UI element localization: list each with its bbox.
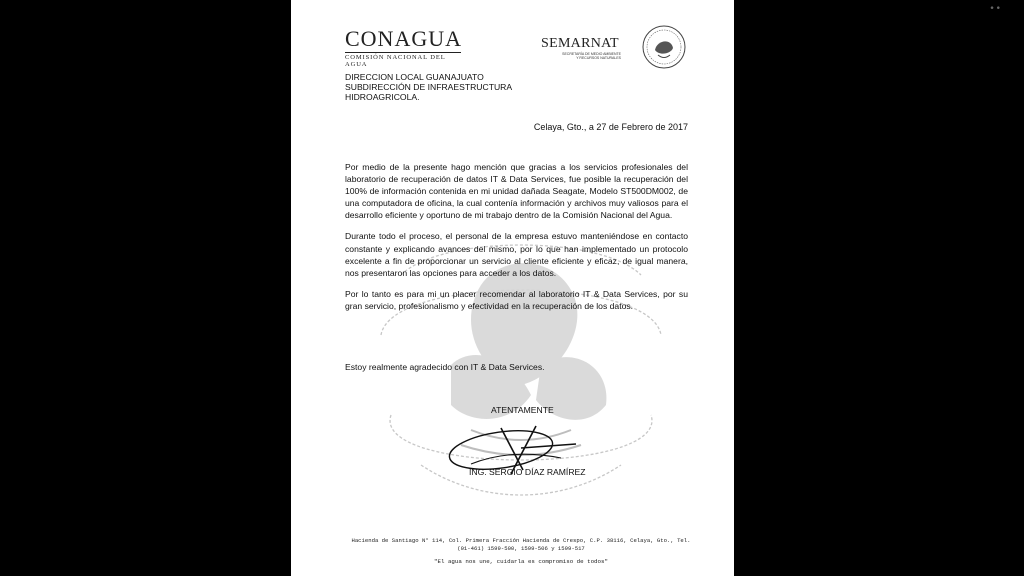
semarnat-logo [541, 36, 621, 60]
corner-dots-icon: •• [989, 4, 1002, 14]
footer-address-line-1: Hacienda de Santiago N° 114, Col. Primera Fracción Hacienda de Crespo, C.P. 38116, Celaya, Gto., Tel. [351, 537, 691, 544]
body-paragraph-3: Por lo tanto es para mi un placer recomendar al laboratorio IT & Data Services, por su gran servicio, profesionalismo y efectividad en la recuperación de los datos. [345, 288, 688, 311]
letter-page [291, 0, 734, 576]
department-header [345, 72, 512, 102]
conagua-logo [345, 28, 462, 68]
body-paragraph-1: Por medio de la presente hago mención que gracias a los servicios profesionales del laboratorio de recuperación de datos IT & Data Services, fue posible la recuperación del 100% de información contenida en mi unidad dañada Seagate, Modelo ST500DM002, de una computadora de oficina, la cual contenía información y archivos muy valiosos para el desarrollo eficiente y oportuno de mi trabajo dentro de la Comisión Nacional del Agua. [345, 162, 688, 221]
department-line-1: DIRECCION LOCAL GUANAJUATO [345, 72, 484, 82]
footer-address [321, 537, 721, 553]
body-paragraph-2: Durante todo el proceso, el personal de la empresa estuvo manteniéndose en contacto constante y explicando avances del mismo, por lo que han implementado un protocolo excelente a fin de proporcionar un servicio al cliente eficiente y eficaz, de igual manera, nos presentaron las opciones para acceder a los datos. [345, 231, 688, 278]
department-line-3: HIDROAGRICOLA. [345, 92, 420, 102]
letter-date: Celaya, Gto., a 27 de Febrero de 2017 [533, 122, 688, 132]
footer-motto: "El agua nos une, cuidarla es compromiso de todos" [434, 558, 608, 565]
footer-address-line-2: (01-461) 1599-500, 1599-506 y 1599-517 [457, 545, 585, 552]
sign-off-atentamente: ATENTAMENTE [491, 405, 554, 415]
conagua-logo-name: CONAGUA [345, 26, 462, 51]
semarnat-logo-name: SEMARNAT [541, 36, 619, 51]
semarnat-logo-subtitle-1: SECRETARÍA DE MEDIO AMBIENTE [562, 52, 621, 56]
letter-body [345, 161, 688, 321]
semarnat-logo-subtitle-2: Y RECURSOS NATURALES [576, 56, 621, 60]
handwritten-signature [441, 418, 591, 488]
closing-line: Estoy realmente agradecido con IT & Data Services. [345, 362, 545, 372]
signer-name: ING. SERGIO DÍAZ RAMÍREZ [469, 467, 586, 477]
conagua-logo-subtitle: COMISIÓN NACIONAL DEL AGUA [345, 52, 461, 68]
department-line-2: SUBDIRECCIÓN DE INFRAESTRUCTURA [345, 82, 513, 92]
mexican-seal-icon [641, 24, 687, 70]
